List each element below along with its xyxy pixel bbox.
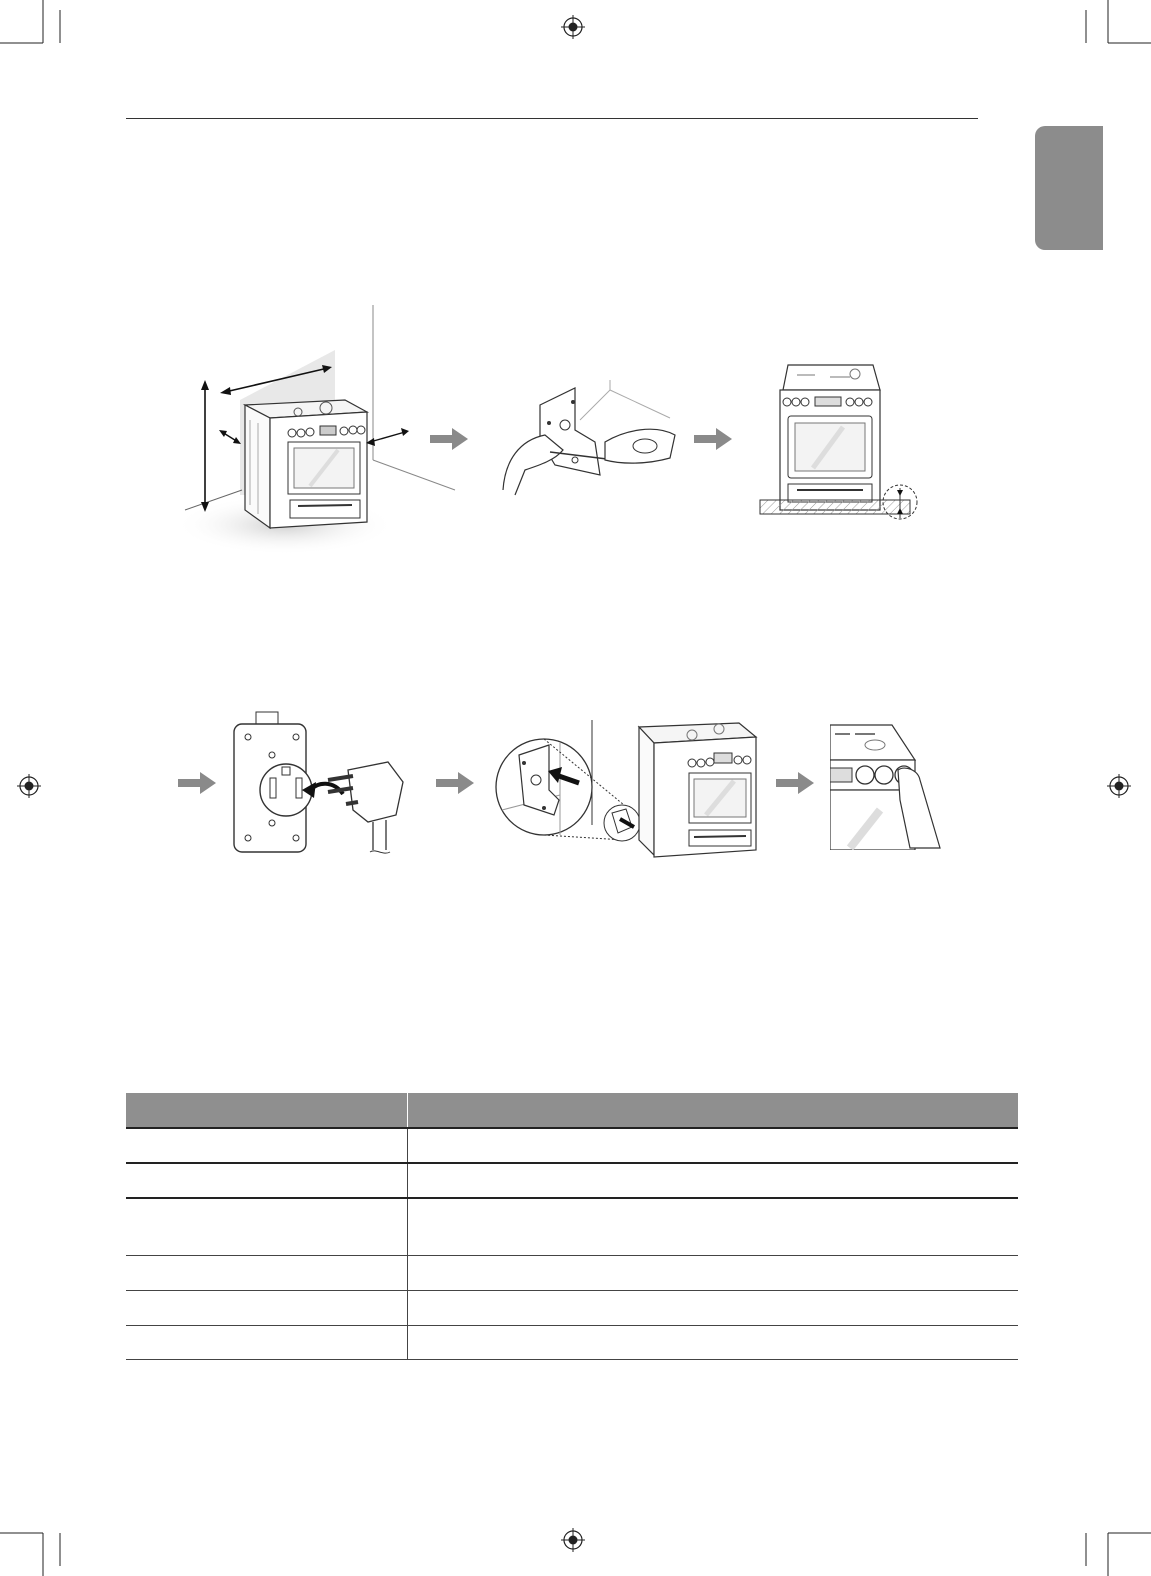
specification-table bbox=[126, 1093, 1018, 1360]
table-cell bbox=[408, 1198, 1019, 1255]
table-row bbox=[126, 1163, 1018, 1198]
step-arrow-icon bbox=[776, 772, 814, 794]
table-row bbox=[126, 1198, 1018, 1255]
table-cell bbox=[126, 1163, 408, 1198]
table-cell bbox=[408, 1290, 1019, 1325]
range-clearance-illustration bbox=[180, 300, 460, 560]
anti-tip-bracket-engage-illustration bbox=[494, 715, 764, 865]
table-header-row bbox=[126, 1093, 1018, 1128]
table-row bbox=[126, 1325, 1018, 1359]
table-header-cell bbox=[408, 1093, 1019, 1128]
step-arrow-icon bbox=[430, 428, 468, 450]
registration-mark-top bbox=[561, 15, 585, 39]
step-arrow-icon bbox=[178, 772, 216, 794]
header-rule bbox=[126, 118, 978, 119]
table-cell bbox=[126, 1198, 408, 1255]
table-row bbox=[126, 1255, 1018, 1290]
table-row bbox=[126, 1128, 1018, 1163]
table-cell bbox=[126, 1255, 408, 1290]
table-cell bbox=[408, 1255, 1019, 1290]
table-cell bbox=[408, 1128, 1019, 1163]
table-cell bbox=[408, 1325, 1019, 1359]
anti-tip-bracket-install-illustration bbox=[495, 380, 695, 500]
range-leveling-illustration bbox=[755, 360, 925, 525]
table-cell bbox=[408, 1163, 1019, 1198]
table-cell bbox=[126, 1290, 408, 1325]
step-arrow-icon bbox=[694, 428, 732, 450]
table-cell bbox=[126, 1128, 408, 1163]
table-row bbox=[126, 1290, 1018, 1325]
step-arrow-icon bbox=[436, 772, 474, 794]
table-cell bbox=[126, 1325, 408, 1359]
outlet-and-plug-illustration bbox=[228, 710, 418, 860]
registration-mark-left bbox=[17, 774, 41, 798]
control-knob-check-illustration bbox=[830, 720, 945, 850]
registration-mark-bottom bbox=[561, 1528, 585, 1552]
side-tab bbox=[1035, 126, 1103, 250]
table-header-cell bbox=[126, 1093, 408, 1128]
registration-mark-right bbox=[1107, 774, 1131, 798]
